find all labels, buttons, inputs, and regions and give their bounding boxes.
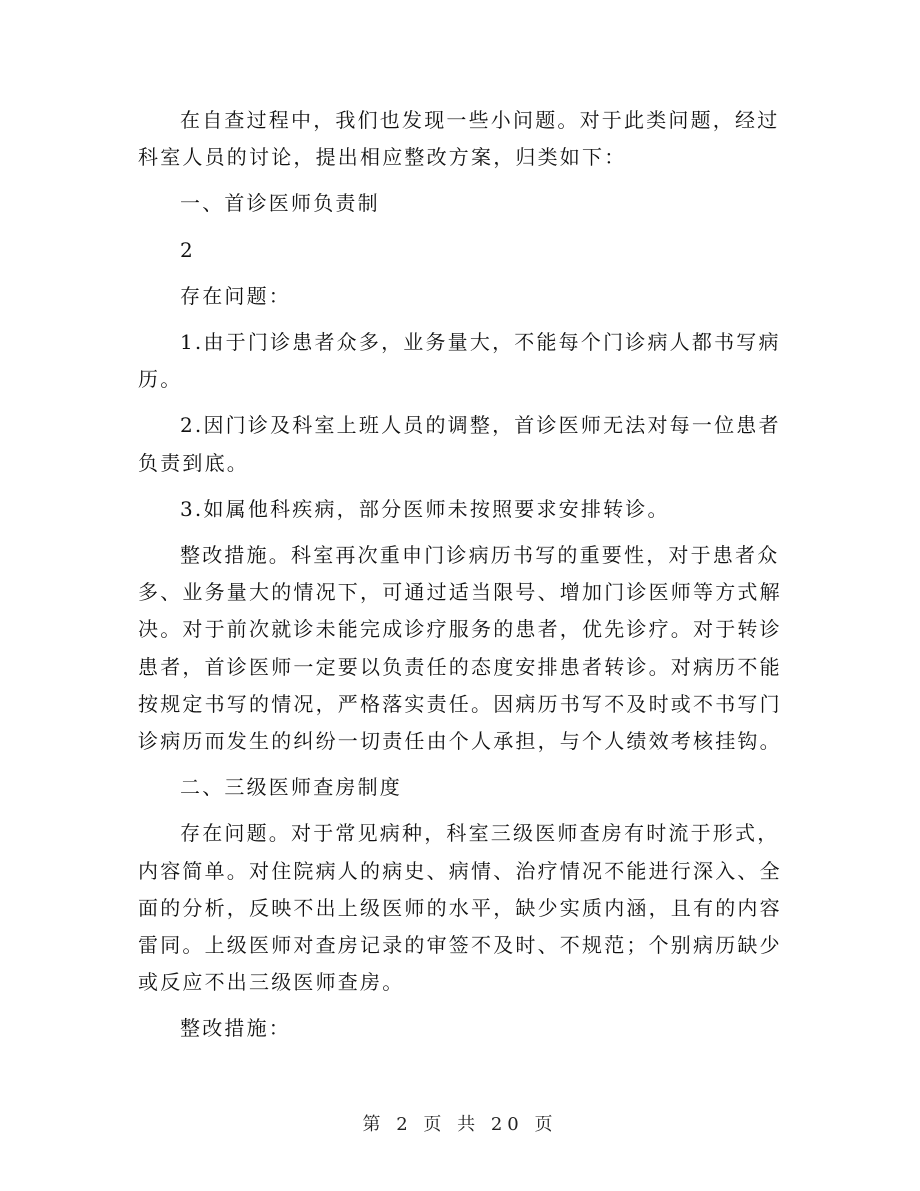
section-heading-1: 一、首诊医师负责制 [180,191,380,216]
section-heading-2: 二、三级医师查房制度 [180,775,402,800]
problem-item-3: 3.如属他科疾病，部分医师未按照要求安排转诊。 [180,496,670,521]
problem-item-2: 2.因门诊及科室上班人员的调整，首诊医师无法对每一位患者负责到底。 [138,413,781,475]
measures-paragraph-1: 整改措施。科室再次重申门诊病历书写的重要性，对于患者众多、业务量大的情况下，可通过适当限号、增加门诊医师等方式解决。对于前次就诊未能完成诊疗服务的患者，优先诊疗。对于转诊患者，首诊医师一定要以负责任的态度安排患者转诊。对病历不能按规定书写的情况，严格落实责任。因病历书写不及时或不书写门诊病历而发生的纠纷一切责任由个人承担，与个人绩效考核挂钩。 [138,543,782,754]
measures-label-2: 整改措施： [180,1016,291,1041]
page-footer: 第 2 页 共 20 页 [362,1114,558,1135]
problem-paragraph-2: 存在问题。对于常见病种，科室三级医师查房有时流于形式，内容简单。对住院病人的病史、病情、治疗情况不能进行深入、全面的分析，反映不出上级医师的水平，缺少实质内涵，且有的内容雷同。上级医师对查房记录的审签不及时、不规范；个别病历缺少或反应不出三级医师查房。 [138,821,782,995]
problem-item-1: 1.由于门诊患者众多，业务量大，不能每个门诊病人都书写病历。 [138,330,781,392]
paragraph-intro: 在自查过程中，我们也发现一些小问题。对于此类问题，经过科室人员的讨论，提出相应整改方案，归类如下： [138,108,780,170]
document-body [138,102,784,1057]
problem-label: 存在问题： [180,283,291,308]
paragraph-number: 2 [180,237,195,262]
